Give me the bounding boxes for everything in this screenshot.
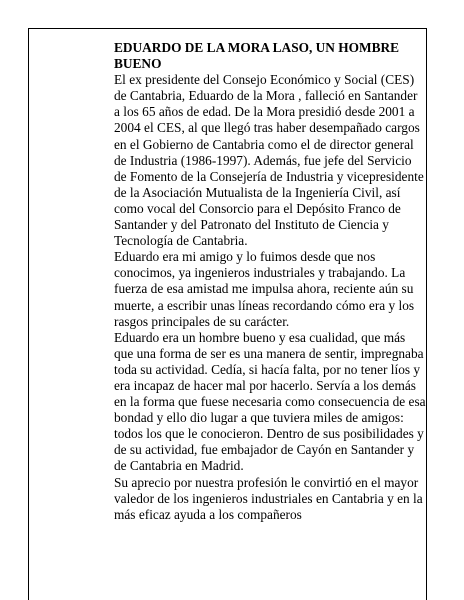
paragraph-character: Eduardo era un hombre bueno y esa cualidad, que más que una forma de ser es una manera de sentir, impregnaba toda su actividad. Cedía, si hacía falta, por no tener líos y era incapaz de hacer mal por hacerlo. Servía a los demás en la forma que fuese necesaria como consecuencia de esa bondad y ello dio lugar a que tuviera miles de amigos: todos los que le conocieron. Dentro de sus posibilidades y de su actividad, fue embajador de Cayón en Santander y de Cantabria en Madrid.	[114, 329, 426, 474]
article	[114, 40, 426, 523]
article-title: EDUARDO DE LA MORA LASO, UN HOMBRE BUENO	[114, 40, 400, 72]
paragraph-profession: Su aprecio por nuestra profesión le convirtió en el mayor valedor de los ingenieros industriales en Cantabria y en la más eficaz ayuda a los compañeros	[114, 474, 423, 522]
paragraph-biography: El ex presidente del Consejo Económico y Social (CES) de Cantabria, Eduardo de la Mora , falleció en Santander a los 65 años de edad. De la Mora presidió desde 2001 a 2004 el CES, al que llegó tras haber desempañado cargos en el Gobierno de Cantabria como el de director general de Industria (1986-1997). Además, fue jefe del Servicio de Fomento de la Consejería de Industria y vicepresidente de la Asociación Mutualista de la Ingeniería Civil, así como vocal del Consorcio para el Depósito Franco de Santander y del Patronato del Instituto de Ciencia y Tecnología de Cantabria.	[114, 72, 424, 249]
paragraph-friendship: Eduardo era mi amigo y lo fuimos desde que nos conocimos, ya ingenieros industriales y trabajando. La fuerza de esa amistad me impulsa ahora, reciente aún su muerte, a escribir unas líneas recordando cómo era y los rasgos principales de su carácter.	[114, 249, 415, 329]
